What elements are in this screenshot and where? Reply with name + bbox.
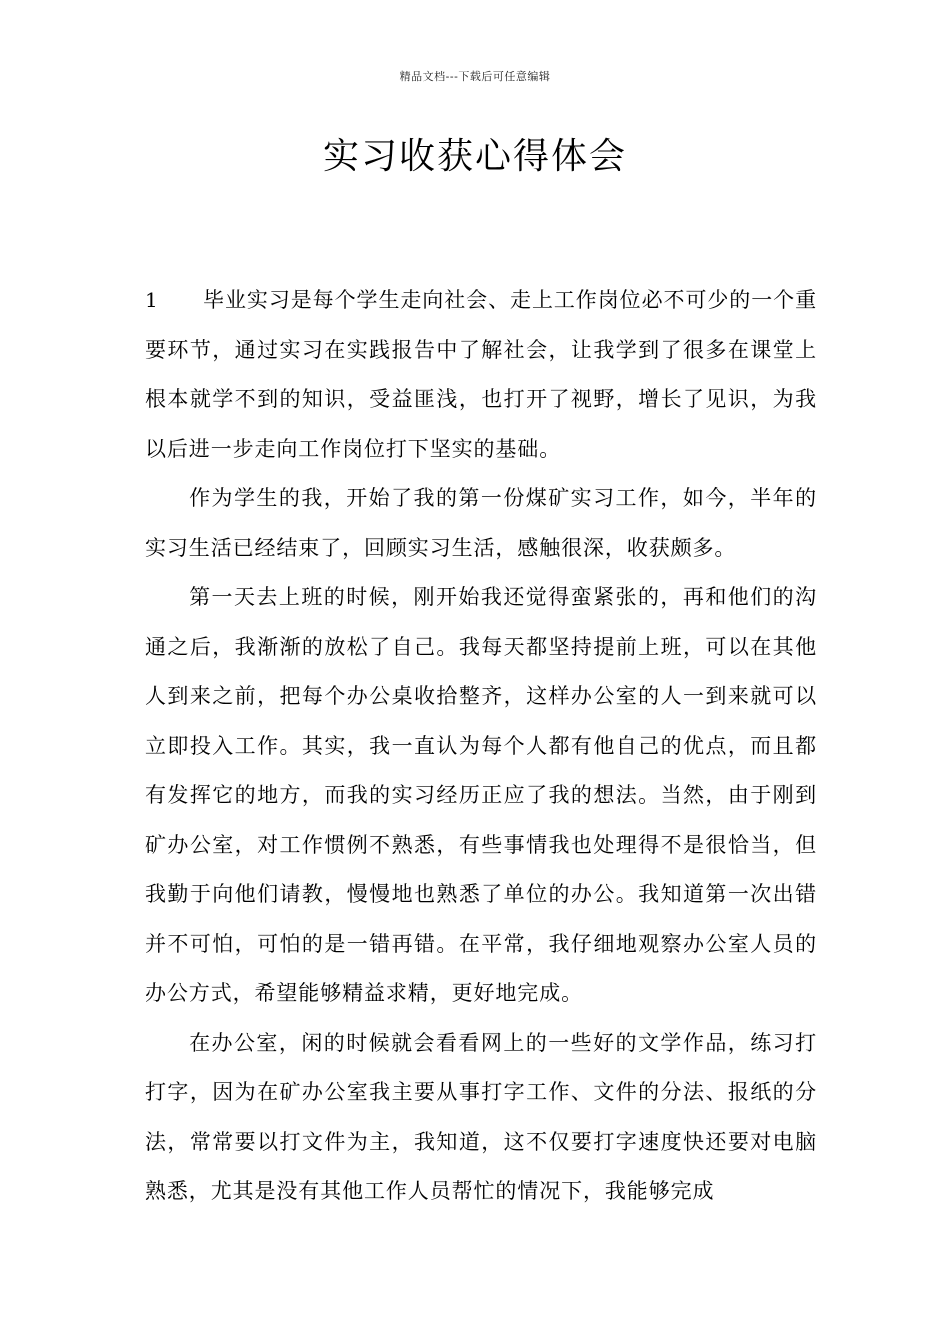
document-title: 实习收获心得体会 xyxy=(322,136,627,177)
paragraph-number: 1 xyxy=(145,288,159,312)
paragraph-text: 毕业实习是每个学生走向社会、走上工作岗位必不可少的一个重要环节，通过实习在实践报告中了解社会，让我学到了很多在课堂上根本就学不到的知识，受益匪浅，也打开了视野，增长了见识，为我以后进一步走向工作岗位打下坚实的基础。 xyxy=(145,288,817,461)
header-note: 精品文档---下载后可任意编辑 xyxy=(399,70,551,83)
paragraph-3: 第一天去上班的时候，刚开始我还觉得蛮紧张的，再和他们的沟通之后，我渐渐的放松了自己。我每天都坚持提前上班，可以在其他人到来之前，把每个办公桌收拾整齐，这样办公室的人一到来就可以立即投入工作。其实，我一直认为每个人都有他自己的优点，而且都有发挥它的地方，而我的实习经历正应了我的想法。当然，由于刚到矿办公室，对工作惯例不熟悉，有些事情我也处理得不是很恰当，但我勤于向他们请教，慢慢地也熟悉了单位的办公。我知道第一次出错并不可怕，可怕的是一错再错。在平常，我仔细地观察办公室人员的办公方式，希望能够精益求精，更好地完成。 xyxy=(145,585,817,1005)
paragraph-4: 在办公室，闲的时候就会看看网上的一些好的文学作品，练习打打字，因为在矿办公室我主要从事打字工作、文件的分法、报纸的分法，常常要以打文件为主，我知道，这不仅要打字速度快还要对电脑熟悉，尤其是没有其他工作人员帮忙的情况下，我能够完成 xyxy=(145,1030,817,1203)
paragraph-2: 作为学生的我，开始了我的第一份煤矿实习工作，如今，半年的实习生活已经结束了，回顾实习生活，感触很深，收获颇多。 xyxy=(145,486,817,560)
paragraph-1 xyxy=(145,276,817,474)
document-body xyxy=(145,276,817,1217)
